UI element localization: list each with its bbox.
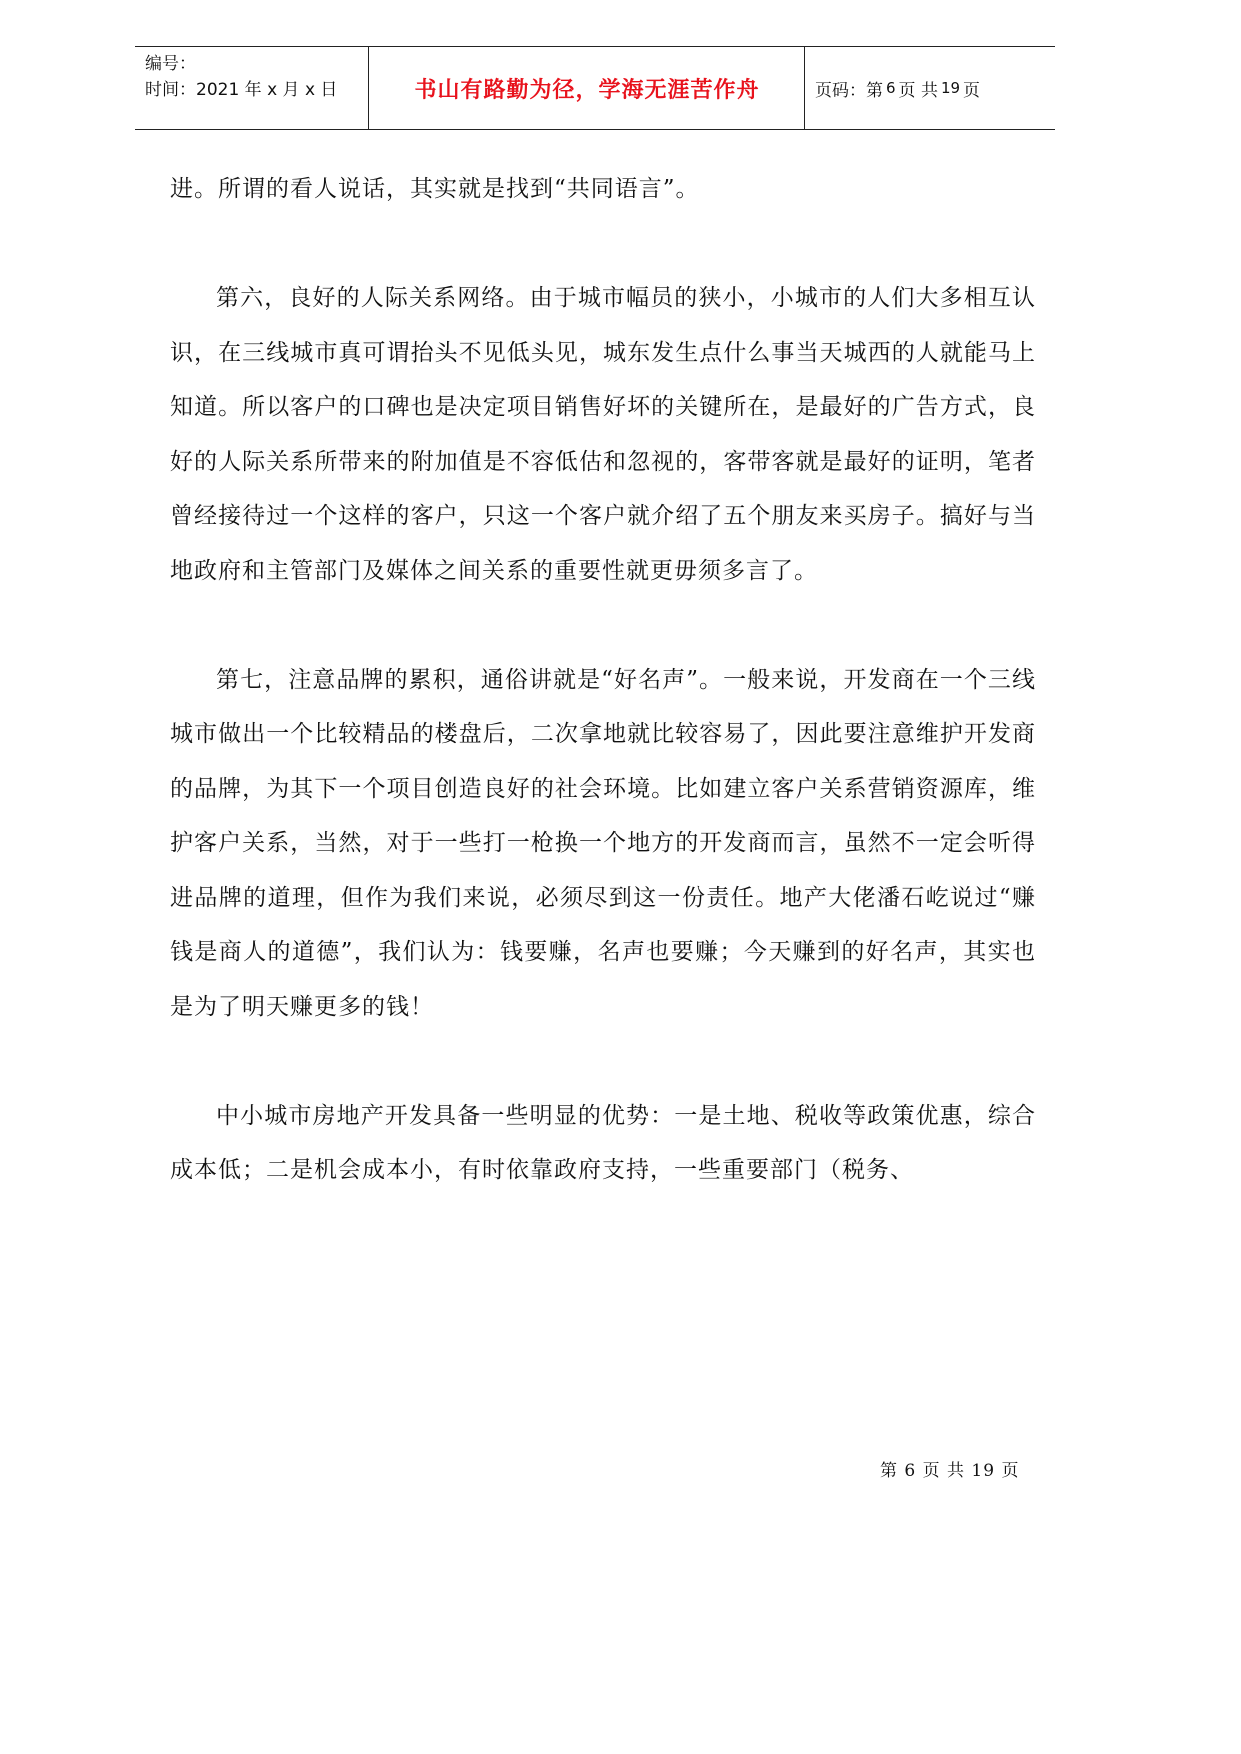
paragraph-sixth-point: 第六，良好的人际关系网络。由于城市幅员的狭小，小城市的人们大多相互认识，在三线城市真可谓抬头不见低头见，城东发生点什么事当天城西的人就能马上知道。所以客户的口碑也是决定项目销售好坏的关键所在，是最好的广告方式，良好的人际关系所带来的附加值是不容低估和忽视的，客带客就是最好的证明，笔者曾经接待过一个这样的客户，只这一个客户就介绍了五个朋友来买房子。搞好与当地政府和主管部门及媒体之间关系的重要性就更毋须多言了。 bbox=[170, 285, 1036, 584]
page-header bbox=[135, 46, 1055, 130]
document-number-label: 编号： bbox=[145, 54, 196, 74]
header-motto: 书山有路勤为径，学海无涯苦作舟 bbox=[414, 77, 760, 103]
page-footer: 第 6 页 共 19 页 bbox=[880, 1461, 1020, 1481]
page-prefix: 页码：第 bbox=[815, 80, 883, 101]
document-time-label: 时间：2021 年 x 月 x 日 bbox=[145, 80, 338, 100]
page-middle: 页 共 bbox=[898, 80, 938, 101]
paragraph-seventh-point: 第七，注意品牌的累积，通俗讲就是“好名声”。一般来说，开发商在一个三线城市做出一个比较精品的楼盘后，二次拿地就比较容易了，因此要注意维护开发商的品牌，为其下一个项目创造良好的社会环境。比如建立客户关系营销资源库，维护客户关系，当然，对于一些打一枪换一个地方的开发商而言，虽然不一定会听得进品牌的道理，但作为我们来说，必须尽到这一份责任。地产大佬潘石屹说过“赚钱是商人的道德”，我们认为：钱要赚，名声也要赚；今天赚到的好名声，其实也是为了明天赚更多的钱！ bbox=[170, 666, 1036, 1020]
paragraph-continuation: 进。所谓的看人说话，其实就是找到“共同语言”。 bbox=[170, 176, 700, 202]
page-total: 19 bbox=[940, 79, 961, 97]
page-current: 6 bbox=[886, 79, 896, 97]
header-page-info bbox=[815, 47, 980, 129]
header-divider-right bbox=[804, 47, 805, 129]
paragraph-advantages: 中小城市房地产开发具备一些明显的优势：一是土地、税收等政策优惠，综合成本低；二是机会成本小，有时依靠政府支持，一些重要部门（税务、 bbox=[170, 1102, 1036, 1183]
header-meta bbox=[145, 51, 337, 103]
document-body bbox=[170, 162, 1036, 1198]
page-suffix: 页 bbox=[963, 80, 981, 101]
